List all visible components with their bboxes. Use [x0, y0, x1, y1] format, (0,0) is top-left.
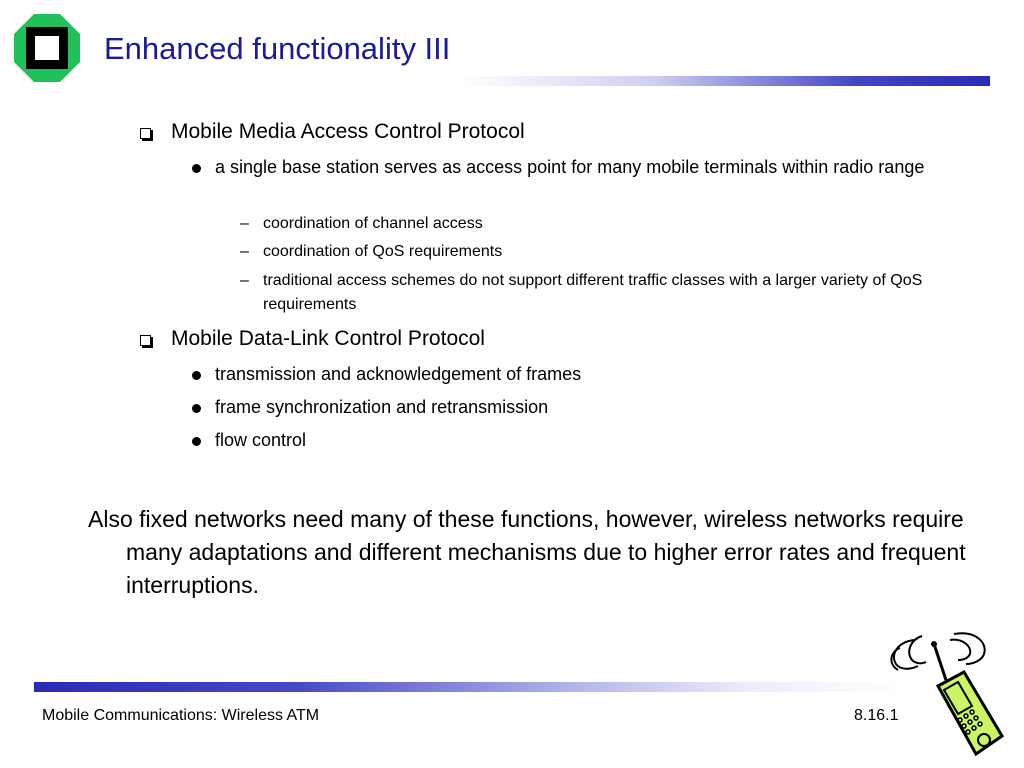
university-logo-icon	[14, 14, 80, 82]
dash-bullet-icon: –	[240, 215, 249, 232]
square-bullet-icon	[140, 128, 151, 139]
round-bullet-icon	[192, 371, 201, 380]
round-bullet-icon	[192, 404, 201, 413]
footer-slide-number: 8.16.1	[854, 707, 899, 724]
sub-sub-bullet-text: coordination of QoS requirements	[263, 243, 503, 260]
sub-bullet-text: flow control	[215, 430, 307, 450]
dash-bullet-icon: –	[240, 243, 249, 260]
sub-sub-bullet-text: coordination of channel access	[263, 215, 483, 232]
title-underline-bar	[104, 76, 990, 86]
bullet-text: Mobile Media Access Control Protocol	[171, 120, 525, 143]
sub-bullet-text: a single base station serves as access point for many mobile terminals within radio range	[215, 157, 925, 177]
sub-bullet-text: transmission and acknowledgement of frames	[215, 364, 582, 384]
sub-bullet-text: frame synchronization and retransmission	[215, 397, 549, 417]
square-bullet-icon	[140, 335, 151, 346]
footer-course-title: Mobile Communications: Wireless ATM	[42, 707, 320, 724]
dash-bullet-icon: –	[240, 272, 249, 289]
round-bullet-icon	[192, 437, 201, 446]
sub-sub-bullet-text: traditional access schemes do not support different traffic classes with a larger variety of QoS requirements	[263, 272, 923, 313]
round-bullet-icon	[192, 164, 201, 173]
bullet-text: Mobile Data-Link Control Protocol	[171, 327, 485, 350]
footer-bar	[34, 682, 904, 692]
slide-title: Enhanced functionality III	[104, 31, 451, 66]
mobile-phone-icon	[884, 628, 1004, 764]
summary-paragraph: Also fixed networks need many of these functions, however, wireless networks require many adaptations and different mechanisms due to higher error rates and frequent interruptions.	[88, 506, 966, 598]
